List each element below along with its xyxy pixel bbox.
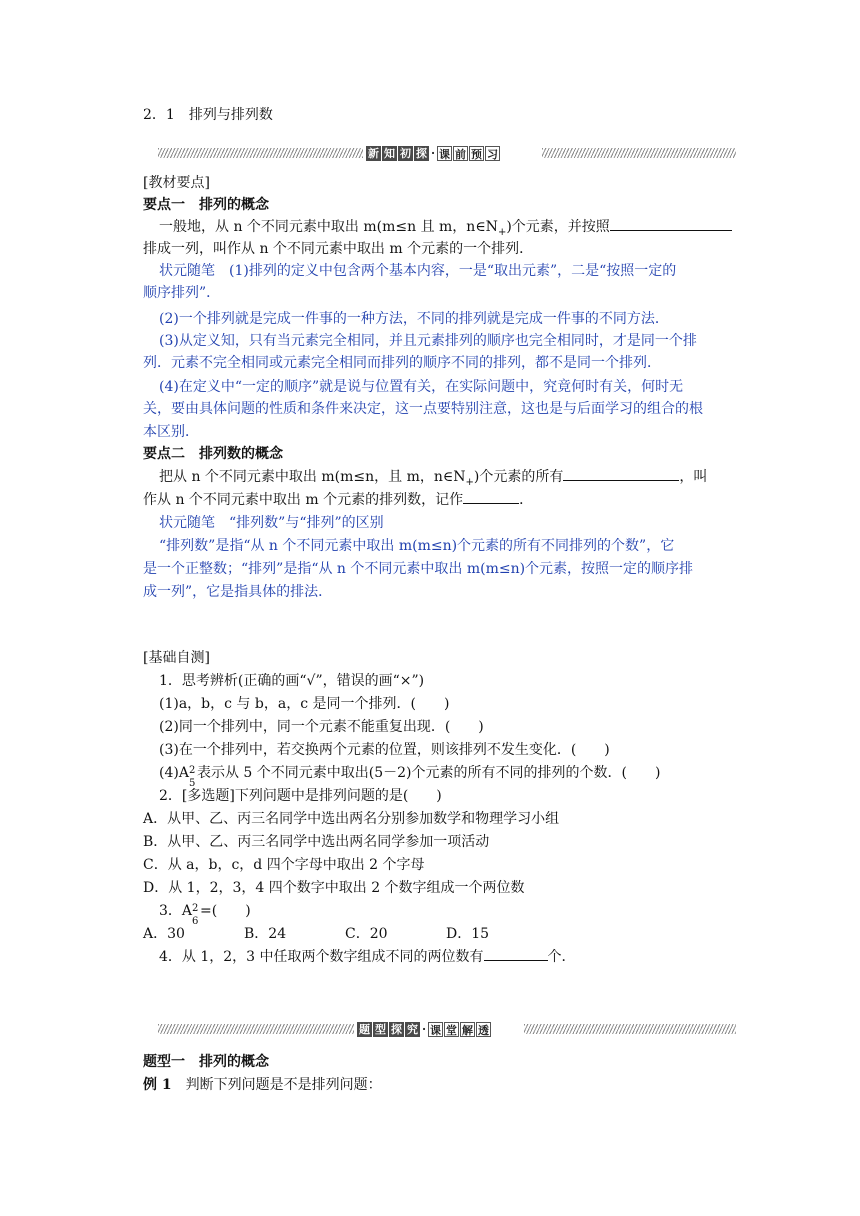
banner-dot: · [422,1022,426,1036]
banner-char: 课 [439,147,450,161]
note-line: 成一列”，它是指具体的排法． [143,584,333,600]
question-2: 2．[多选题]下列问题中是排列问题的是( ) [159,788,442,804]
example-1: 例 1 判断下列问题是不是排列问题： [143,1077,382,1093]
point2-line2: 作从 n 个不同元素中取出 m 个元素的排列数，记作 ． [143,492,534,508]
fill-blank[interactable] [563,480,679,481]
fill-blank[interactable] [484,960,548,961]
point1-line1: 一般地，从 n 个不同元素中取出 m(m≤n 且 m，$n\in N_+$)个元素，并按照 [159,216,751,238]
option-a: A．30 [143,926,185,942]
banner-char: 前 [455,147,466,161]
banner-char: 新 [368,146,379,160]
note-line: 本区别． [143,424,199,440]
section-banner-class [158,1021,736,1037]
question-4: 4．从 1，2，3 中任取两个数字组成不同的两位数有 个． [159,949,576,965]
banner-char: 解 [462,1023,473,1037]
banner-char: 知 [384,146,395,160]
self-test-heading: [基础自测] [143,650,210,666]
question-1-item: (2)同一个排列中，同一个元素不能重复出现．( ) [159,719,484,735]
question-1-item: (4)A 2 5 表示从 5 个不同元素中取出(5－2)个元素的所有不同的排列的个数．( ) [159,765,661,789]
textbook-points-heading: [教材要点] [143,175,210,191]
banner-label [366,145,500,161]
point1-line2: 排成一列，叫作从 n 个不同元素中取出 m 个元素的一个排列． [143,241,534,257]
banner-char: 初 [400,146,411,160]
note-line: “排列数”是指“从 n 个不同元素中取出 m(m≤n)个元素的所有不同排列的个数”，它 [159,538,675,554]
point2-line1: 把从 n 个不同元素中取出 m(m≤n，且 m，$n\in N_+$)个元素的所有 ，叫 [159,469,708,488]
note-line: 状元随笔 (1)排列的定义中包含两个基本内容，一是“取出元素”，二是“按照一定的 [159,263,677,279]
option-b: B．24 [244,926,287,942]
option-c: C．20 [345,926,388,942]
note-line: (4)在定义中“一定的顺序”就是说与位置有关，在实际问题中，究竟何时有关，何时无 [159,379,684,395]
fill-blank[interactable] [463,503,519,504]
banner-char: 习 [487,147,498,161]
banner-char: 究 [407,1022,418,1036]
question-2-option: C．从 a，b，c，d 四个字母中取出 2 个字母 [143,857,425,873]
question-2-option: D．从 1，2，3，4 四个数字中取出 2 个数字组成一个两位数 [143,880,525,896]
banner-label [357,1021,491,1037]
type-title: 题型一 排列的概念 [143,1054,269,1070]
banner-char: 堂 [446,1023,457,1037]
question-1-item: (1)a，b，c 与 b，a，c 是同一个排列．( ) [159,696,450,712]
fill-blank[interactable] [610,230,732,231]
banner-char: 课 [430,1023,441,1037]
question-2-option: A．从甲、乙、丙三名同学中选出两名分别参加数学和物理学习小组 [143,811,560,827]
question-2-option: B．从甲、乙、丙三名同学中选出两名同学参加一项活动 [143,834,490,850]
banner-char: 探 [391,1022,402,1036]
note-line: 顺序排列”． [143,285,221,301]
banner-hatch-left [158,148,363,158]
note-line: 状元随笔 “排列数”与“排列”的区别 [159,515,384,531]
note-line: 列．元素不完全相同或元素完全相同而排列的顺序不同的排列，都不是同一个排列． [143,355,661,371]
note-line: (2)一个排列就是完成一件事的一种方法，不同的排列就是完成一件事的不同方法． [159,311,669,327]
question-1-item: (3)在一个排列中，若交换两个元素的位置，则该排列不发生变化．( ) [159,742,610,758]
note-line: 是一个正整数；“排列”是指“从 n 个不同元素中取出 m(m≤n)个元素，按照一定的顺序排 [143,561,694,577]
banner-char: 型 [375,1022,386,1036]
banner-dot: · [431,146,435,160]
point2-title: 要点二 排列数的概念 [143,446,283,462]
section-banner-preview [158,145,736,161]
banner-hatch-right [542,148,736,158]
question-1: 1．思考辨析(正确的画“√”，错误的画“×”) [159,673,425,689]
banner-char: 题 [359,1022,370,1036]
banner-char: 探 [416,146,427,160]
option-d: D．15 [446,926,490,942]
note-line: 关，要由具体问题的性质和条件来决定，这一点要特别注意，这也是与后面学习的组合的根 [143,401,703,417]
section-title: 2．1 排列与排列数 [143,107,273,123]
banner-hatch-left [158,1024,354,1034]
banner-hatch-right [524,1024,736,1034]
question-3: 3．A 2 6 =( ) [159,903,251,927]
banner-char: 透 [478,1023,489,1037]
note-line: (3)从定义知，只有当元素完全相同，并且元素排列的顺序也完全相同时，才是同一个排 [159,333,697,349]
point1-title: 要点一 排列的概念 [143,197,269,213]
question-3-options [143,923,735,945]
banner-char: 预 [471,147,482,161]
